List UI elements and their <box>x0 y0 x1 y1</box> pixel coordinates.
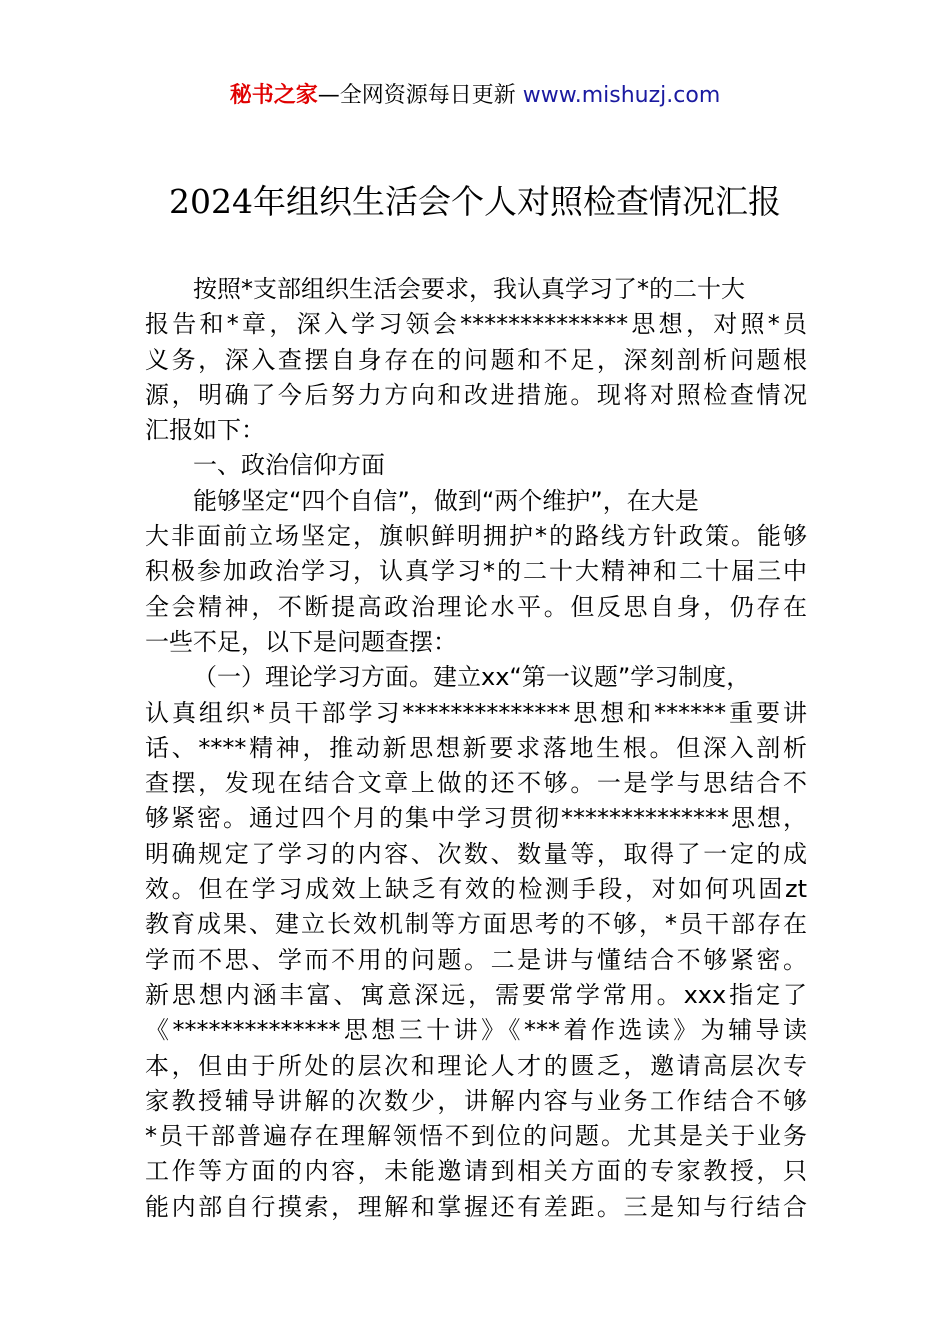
paragraph-line: *员干部普遍存在理解领悟不到位的问题。尤其是关于业务 <box>145 1122 807 1151</box>
paragraph-line: 家教授辅导讲解的次数少，讲解内容与业务工作结合不够 <box>145 1086 807 1115</box>
paragraph-line: 积极参加政治学习，认真学习*的二十大精神和二十届三中 <box>145 557 807 586</box>
site-brand: 秘书之家 <box>229 83 318 108</box>
paragraph-line: 能够坚定“四个自信”，做到“两个维护”，在大是 <box>193 486 699 515</box>
paragraph-line: 义务，深入查摆自身存在的问题和不足，深刻剖析问题根 <box>145 345 807 374</box>
paragraph-line: 学而不思、学而不用的问题。二是讲与懂结合不够紧密。 <box>145 945 807 974</box>
paragraph-line: 效。但在学习成效上缺乏有效的检测手段，对如何巩固zt <box>145 875 807 904</box>
paragraph-line: 新思想内涵丰富、寓意深远，需要常学常用。xxx指定了 <box>145 980 807 1009</box>
site-header <box>0 80 950 112</box>
paragraph-line: 够紧密。通过四个月的集中学习贯彻**************思想， <box>145 804 807 833</box>
paragraph-line: 源，明确了今后努力方向和改进措施。现将对照检查情况 <box>145 380 807 409</box>
paragraph-line: 查摆，发现在结合文章上做的还不够。一是学与思结合不 <box>145 769 807 798</box>
paragraph-line: 大非面前立场坚定，旗帜鲜明拥护*的路线方针政策。能够 <box>145 522 807 551</box>
paragraph-line: 明确规定了学习的内容、次数、数量等，取得了一定的成 <box>145 839 807 868</box>
paragraph-line: 报告和*章，深入学习领会**************思想，对照*员 <box>145 310 807 339</box>
paragraph-line: 工作等方面的内容，未能邀请到相关方面的专家教授，只 <box>145 1157 807 1186</box>
paragraph-line: 话、****精神，推动新思想新要求落地生根。但深入剖析 <box>145 733 807 762</box>
paragraph-line: 能内部自行摸索，理解和掌握还有差距。三是知与行结合 <box>145 1192 807 1221</box>
paragraph-line: 《**************思想三十讲》《***着作选读》为辅导读 <box>145 1016 807 1045</box>
paragraph-line: 汇报如下： <box>145 416 265 445</box>
document-body <box>145 272 807 1225</box>
paragraph-line: 按照*支部组织生活会要求，我认真学习了*的二十大 <box>193 275 745 303</box>
paragraph-line: 教育成果、建立长效机制等方面思考的不够，*员干部存在 <box>145 910 807 939</box>
subsection-line: （一）理论学习方面。建立xx“第一议题”学习制度， <box>193 663 751 692</box>
paragraph-line: 一些不足，以下是问题查摆： <box>145 627 457 656</box>
site-tagline: —全网资源每日更新 <box>317 83 523 108</box>
paragraph-line: 全会精神，不断提高政治理论水平。但反思自身，仍存在 <box>145 592 807 621</box>
paragraph-line: 本，但由于所处的层次和理论人才的匮乏，邀请高层次专 <box>145 1051 807 1080</box>
site-url-link[interactable]: www.mishuzj.com <box>522 83 721 108</box>
paragraph-line: 认真组织*员干部学习**************思想和******重要讲 <box>145 698 807 727</box>
section-heading: 一、政治信仰方面 <box>193 451 385 480</box>
document-title: 2024年组织生活会个人对照检查情况汇报 <box>169 182 781 221</box>
